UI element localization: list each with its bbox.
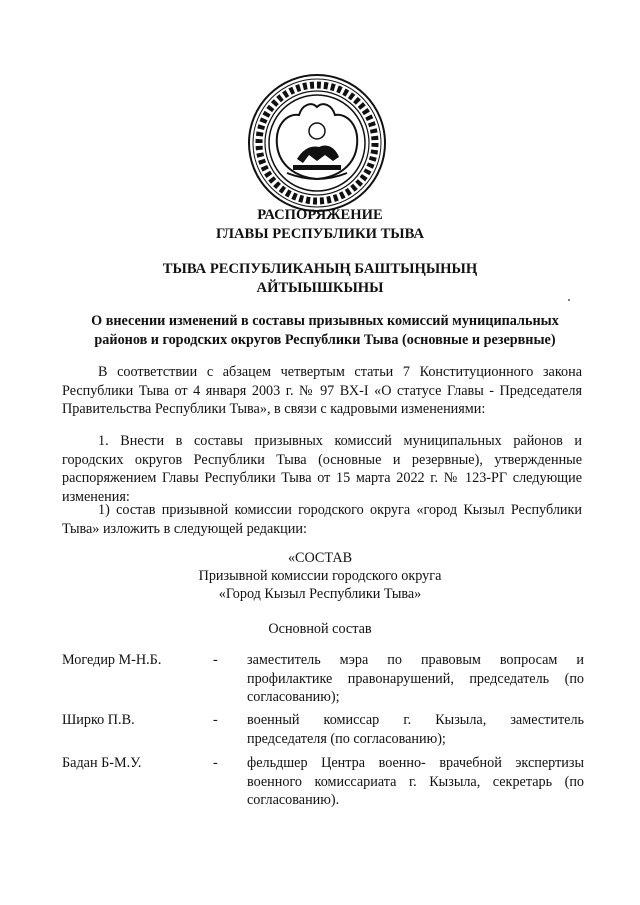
- member-dash: -: [213, 712, 218, 728]
- member-name: Могедир М-Н.Б.: [62, 652, 162, 668]
- member-name: Ширко П.В.: [62, 712, 135, 728]
- member-dash: -: [213, 652, 218, 668]
- preamble-paragraph: В соответствии с абзацем четвертым статьи 7 Конституционного закона Республики Тыва от 4 января 2003 г. № 97 ВХ-I «О статусе Главы - Председателя Правительства Республики Тыва», в связи с кадровыми изменениями:: [62, 364, 582, 417]
- composition-subtitle-line1: Призывной комиссии городского округа: [198, 568, 442, 584]
- composition-subtitle-line2: «Город Кызыл Республики Тыва»: [218, 586, 422, 602]
- member-role: фельдшер Центра военно- врачебной экспертизы военного комиссариата г. Кызыла, секретарь (по согласованию).: [247, 755, 584, 808]
- tuvan-title-line1: ТЫВА РЕСПУБЛИКАНЫҢ БАШТЫҢЫНЫҢ: [162, 261, 478, 277]
- composition-title: «СОСТАВ: [287, 550, 353, 566]
- scan-speck: [568, 299, 570, 301]
- main-composition-heading: Основной состав: [268, 621, 372, 637]
- document-type-title: РАСПОРЯЖЕНИЕ: [257, 207, 383, 223]
- clause-1-1-paragraph: 1) состав призывной комиссии городского округа «город Кызыл Республики Тыва» изложить в следующей редакции:: [62, 502, 582, 537]
- tuvan-title-line2: АЙТЫЫШКЫНЫ: [256, 280, 384, 296]
- member-role: военный комиссар г. Кызыла, заместитель председателя (по согласованию);: [247, 712, 584, 747]
- tuva-coat-of-arms-icon: [247, 73, 387, 213]
- member-dash: -: [213, 755, 218, 771]
- document-subject: О внесении изменений в составы призывных комиссий муниципальных районов и городских округов Республики Тыва (основные и резервные): [91, 313, 559, 348]
- clause-1-paragraph: 1. Внести в составы призывных комиссий муниципальных районов и городских округов Республики Тыва (основные и резервные), утвержденные распоряжением Главы Республики Тыва от 15 марта 2022 г. № 123-РГ следующие изменения:: [62, 433, 582, 505]
- member-role: заместитель мэра по правовым вопросам и профилактике правонарушений, председатель (по согласованию);: [247, 652, 584, 705]
- member-name: Бадан Б-М.У.: [62, 755, 142, 771]
- issuer-title: ГЛАВЫ РЕСПУБЛИКИ ТЫВА: [216, 226, 424, 242]
